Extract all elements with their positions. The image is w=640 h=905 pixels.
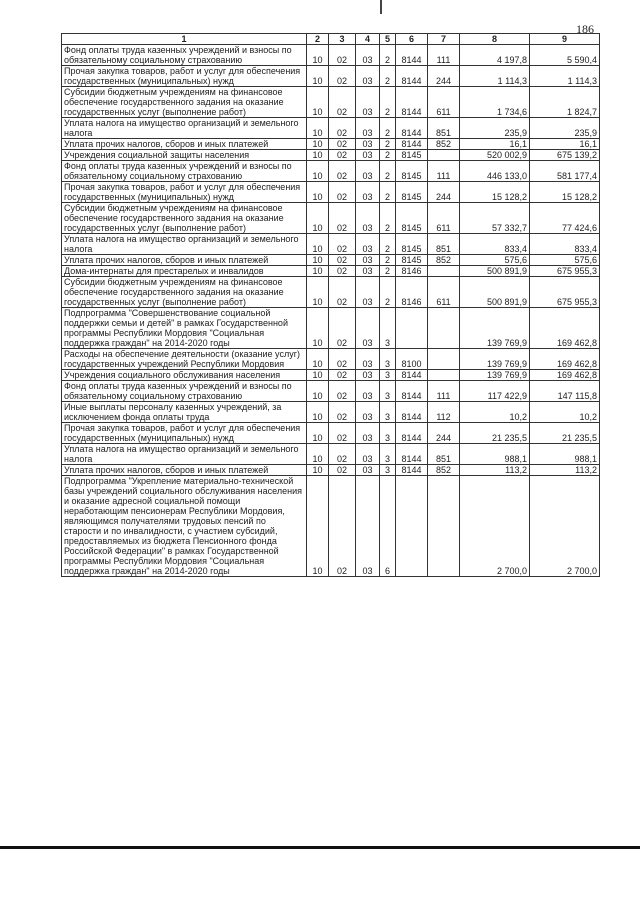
subsection-cell: 02	[329, 308, 356, 349]
amount-year1-cell: 575,6	[460, 255, 530, 266]
amount-year1-cell: 57 332,7	[460, 203, 530, 234]
expense-type-cell: 611	[428, 277, 460, 308]
table-row	[62, 277, 600, 308]
amount-year2-cell: 10,2	[530, 402, 600, 423]
program-cell: 03	[356, 118, 380, 139]
subsection-cell: 02	[329, 255, 356, 266]
expense-type-cell	[428, 349, 460, 370]
amount-year1-cell: 500 891,9	[460, 266, 530, 277]
amount-year1-cell: 139 769,9	[460, 308, 530, 349]
table-row	[62, 182, 600, 203]
subprogram-cell: 2	[380, 150, 396, 161]
section-cell: 10	[307, 161, 329, 182]
table-row	[62, 161, 600, 182]
subsection-cell: 02	[329, 203, 356, 234]
program-cell: 03	[356, 203, 380, 234]
section-cell: 10	[307, 444, 329, 465]
amount-year2-cell: 2 700,0	[530, 476, 600, 577]
expense-type-cell: 111	[428, 381, 460, 402]
program-cell: 03	[356, 266, 380, 277]
target-code-cell: 8144	[396, 444, 428, 465]
amount-year1-cell: 833,4	[460, 234, 530, 255]
expense-type-cell: 852	[428, 139, 460, 150]
subprogram-cell: 2	[380, 182, 396, 203]
amount-year2-cell: 15 128,2	[530, 182, 600, 203]
column-header: 8	[460, 34, 530, 45]
row-name-cell: Иные выплаты персоналу казенных учреждений, за исключением фонда оплаты труда	[62, 402, 307, 423]
bottom-rule	[0, 846, 640, 849]
table-row	[62, 139, 600, 150]
subprogram-cell: 2	[380, 118, 396, 139]
subsection-cell: 02	[329, 161, 356, 182]
amount-year1-cell: 139 769,9	[460, 370, 530, 381]
row-name-cell: Уплата налога на имущество организаций и земельного налога	[62, 118, 307, 139]
target-code-cell: 8145	[396, 161, 428, 182]
subprogram-cell: 2	[380, 45, 396, 66]
row-name-cell: Прочая закупка товаров, работ и услуг для обеспечения государственных (муниципальных) нужд	[62, 423, 307, 444]
table-row	[62, 349, 600, 370]
target-code-cell: 8144	[396, 66, 428, 87]
target-code-cell: 8144	[396, 465, 428, 476]
program-cell: 03	[356, 349, 380, 370]
expense-type-cell: 611	[428, 203, 460, 234]
amount-year1-cell: 21 235,5	[460, 423, 530, 444]
target-code-cell: 8144	[396, 370, 428, 381]
amount-year1-cell: 2 700,0	[460, 476, 530, 577]
program-cell: 03	[356, 255, 380, 266]
table-row	[62, 66, 600, 87]
expense-type-cell: 851	[428, 118, 460, 139]
row-name-cell: Субсидии бюджетным учреждениям на финансовое обеспечение государственного задания на оказание государственных услуг (выполнение работ)	[62, 277, 307, 308]
subsection-cell: 02	[329, 277, 356, 308]
amount-year2-cell: 235,9	[530, 118, 600, 139]
target-code-cell: 8144	[396, 381, 428, 402]
subsection-cell: 02	[329, 66, 356, 87]
subsection-cell: 02	[329, 87, 356, 118]
section-cell: 10	[307, 465, 329, 476]
column-header: 9	[530, 34, 600, 45]
table-row	[62, 234, 600, 255]
section-cell: 10	[307, 234, 329, 255]
target-code-cell: 8146	[396, 277, 428, 308]
section-cell: 10	[307, 139, 329, 150]
subsection-cell: 02	[329, 402, 356, 423]
column-header: 3	[329, 34, 356, 45]
table-header-row	[62, 34, 600, 45]
row-name-cell: Уплата налога на имущество организаций и земельного налога	[62, 444, 307, 465]
program-cell: 03	[356, 277, 380, 308]
amount-year1-cell: 4 197,8	[460, 45, 530, 66]
section-cell: 10	[307, 118, 329, 139]
row-name-cell: Фонд оплаты труда казенных учреждений и взносы по обязательному социальному страхованию	[62, 381, 307, 402]
amount-year1-cell: 113,2	[460, 465, 530, 476]
table-row	[62, 255, 600, 266]
target-code-cell	[396, 476, 428, 577]
expense-type-cell: 852	[428, 255, 460, 266]
subprogram-cell: 3	[380, 402, 396, 423]
section-cell: 10	[307, 150, 329, 161]
section-cell: 10	[307, 402, 329, 423]
section-cell: 10	[307, 381, 329, 402]
target-code-cell: 8144	[396, 139, 428, 150]
expense-type-cell: 244	[428, 66, 460, 87]
amount-year1-cell: 446 133,0	[460, 161, 530, 182]
subprogram-cell: 2	[380, 234, 396, 255]
table-row	[62, 45, 600, 66]
amount-year1-cell: 15 128,2	[460, 182, 530, 203]
row-name-cell: Прочая закупка товаров, работ и услуг для обеспечения государственных (муниципальных) нужд	[62, 182, 307, 203]
subprogram-cell: 3	[380, 370, 396, 381]
subsection-cell: 02	[329, 423, 356, 444]
row-name-cell: Подпрограмма "Укрепление материально-технической базы учреждений социального обслуживания населения и оказание адресной социальной помощи неработающим пенсионерам Республики Мордовия, являющимся получателями трудовых пенсий по старости и по инвалидности, с участием субсидий, предоставляемых из бюджета Пенсионного фонда Российской Федерации" в рамках Государственной программы Республики Мордовия "Социальная поддержка граждан" на 2014-2020 годы	[62, 476, 307, 577]
expense-type-cell	[428, 150, 460, 161]
amount-year2-cell: 21 235,5	[530, 423, 600, 444]
program-cell: 03	[356, 150, 380, 161]
program-cell: 03	[356, 308, 380, 349]
program-cell: 03	[356, 465, 380, 476]
subsection-cell: 02	[329, 266, 356, 277]
subsection-cell: 02	[329, 444, 356, 465]
subprogram-cell: 6	[380, 476, 396, 577]
amount-year2-cell: 113,2	[530, 465, 600, 476]
row-name-cell: Фонд оплаты труда казенных учреждений и взносы по обязательному социальному страхованию	[62, 161, 307, 182]
table-row	[62, 203, 600, 234]
amount-year1-cell: 520 002,9	[460, 150, 530, 161]
table-row	[62, 87, 600, 118]
amount-year2-cell: 5 590,4	[530, 45, 600, 66]
amount-year2-cell: 581 177,4	[530, 161, 600, 182]
subprogram-cell: 2	[380, 203, 396, 234]
table-row	[62, 266, 600, 277]
expense-type-cell	[428, 476, 460, 577]
row-name-cell: Субсидии бюджетным учреждениям на финансовое обеспечение государственного задания на оказание государственных услуг (выполнение работ)	[62, 203, 307, 234]
subsection-cell: 02	[329, 182, 356, 203]
subprogram-cell: 2	[380, 277, 396, 308]
expense-type-cell: 244	[428, 182, 460, 203]
amount-year2-cell: 169 462,8	[530, 370, 600, 381]
subprogram-cell: 2	[380, 87, 396, 118]
amount-year2-cell: 169 462,8	[530, 349, 600, 370]
amount-year2-cell: 1 114,3	[530, 66, 600, 87]
subsection-cell: 02	[329, 45, 356, 66]
amount-year1-cell: 1 114,3	[460, 66, 530, 87]
subprogram-cell: 3	[380, 381, 396, 402]
column-header: 5	[380, 34, 396, 45]
row-name-cell: Уплата прочих налогов, сборов и иных платежей	[62, 255, 307, 266]
expense-type-cell: 111	[428, 161, 460, 182]
section-cell: 10	[307, 182, 329, 203]
program-cell: 03	[356, 182, 380, 203]
row-name-cell: Уплата прочих налогов, сборов и иных платежей	[62, 465, 307, 476]
amount-year1-cell: 1 734,6	[460, 87, 530, 118]
expense-type-cell: 111	[428, 45, 460, 66]
section-cell: 10	[307, 349, 329, 370]
target-code-cell: 8144	[396, 402, 428, 423]
row-name-cell: Подпрограмма "Совершенствование социальной поддержки семьи и детей" в рамках Государственной программы Республики Мордовия "Социальная поддержка граждан" на 2014-2020 годы	[62, 308, 307, 349]
section-cell: 10	[307, 266, 329, 277]
amount-year1-cell: 117 422,9	[460, 381, 530, 402]
target-code-cell: 8100	[396, 349, 428, 370]
amount-year2-cell: 575,6	[530, 255, 600, 266]
table-row	[62, 150, 600, 161]
amount-year2-cell: 16,1	[530, 139, 600, 150]
expense-type-cell	[428, 370, 460, 381]
row-name-cell: Фонд оплаты труда казенных учреждений и взносы по обязательному социальному страхованию	[62, 45, 307, 66]
section-cell: 10	[307, 370, 329, 381]
section-cell: 10	[307, 203, 329, 234]
subsection-cell: 02	[329, 118, 356, 139]
target-code-cell: 8145	[396, 255, 428, 266]
subsection-cell: 02	[329, 349, 356, 370]
row-name-cell: Субсидии бюджетным учреждениям на финансовое обеспечение государственного задания на оказание государственных услуг (выполнение работ)	[62, 87, 307, 118]
subprogram-cell: 3	[380, 444, 396, 465]
table-row	[62, 370, 600, 381]
amount-year2-cell: 169 462,8	[530, 308, 600, 349]
amount-year1-cell: 10,2	[460, 402, 530, 423]
program-cell: 03	[356, 87, 380, 118]
target-code-cell: 8144	[396, 118, 428, 139]
row-name-cell: Учреждения социального обслуживания населения	[62, 370, 307, 381]
amount-year1-cell: 235,9	[460, 118, 530, 139]
subsection-cell: 02	[329, 381, 356, 402]
target-code-cell: 8144	[396, 45, 428, 66]
program-cell: 03	[356, 381, 380, 402]
row-name-cell: Уплата налога на имущество организаций и земельного налога	[62, 234, 307, 255]
section-cell: 10	[307, 255, 329, 266]
program-cell: 03	[356, 444, 380, 465]
amount-year2-cell: 1 824,7	[530, 87, 600, 118]
subsection-cell: 02	[329, 476, 356, 577]
table-row	[62, 476, 600, 577]
program-cell: 03	[356, 139, 380, 150]
subprogram-cell: 2	[380, 139, 396, 150]
expense-type-cell: 851	[428, 234, 460, 255]
subsection-cell: 02	[329, 234, 356, 255]
amount-year2-cell: 833,4	[530, 234, 600, 255]
page-number: 186	[576, 22, 594, 36]
table-row	[62, 402, 600, 423]
program-cell: 03	[356, 476, 380, 577]
section-cell: 10	[307, 66, 329, 87]
subprogram-cell: 2	[380, 66, 396, 87]
subprogram-cell: 2	[380, 161, 396, 182]
amount-year2-cell: 147 115,8	[530, 381, 600, 402]
table-row	[62, 381, 600, 402]
expense-type-cell: 611	[428, 87, 460, 118]
expense-type-cell: 112	[428, 402, 460, 423]
target-code-cell: 8146	[396, 266, 428, 277]
subprogram-cell: 3	[380, 349, 396, 370]
section-cell: 10	[307, 277, 329, 308]
expense-type-cell	[428, 308, 460, 349]
expense-type-cell: 851	[428, 444, 460, 465]
subprogram-cell: 3	[380, 308, 396, 349]
section-cell: 10	[307, 476, 329, 577]
amount-year2-cell: 77 424,6	[530, 203, 600, 234]
subsection-cell: 02	[329, 139, 356, 150]
table-row	[62, 465, 600, 476]
column-header: 4	[356, 34, 380, 45]
subprogram-cell: 2	[380, 255, 396, 266]
row-name-cell: Дома-интернаты для престарелых и инвалидов	[62, 266, 307, 277]
column-header: 1	[62, 34, 307, 45]
amount-year2-cell: 675 955,3	[530, 266, 600, 277]
target-code-cell: 8144	[396, 87, 428, 118]
scan-mark	[376, 0, 386, 16]
table-row	[62, 444, 600, 465]
row-name-cell: Прочая закупка товаров, работ и услуг для обеспечения государственных (муниципальных) нужд	[62, 66, 307, 87]
table-row	[62, 423, 600, 444]
target-code-cell: 8144	[396, 423, 428, 444]
expense-type-cell: 852	[428, 465, 460, 476]
table-row	[62, 308, 600, 349]
column-header: 6	[396, 34, 428, 45]
section-cell: 10	[307, 308, 329, 349]
program-cell: 03	[356, 45, 380, 66]
target-code-cell: 8145	[396, 234, 428, 255]
column-header: 2	[307, 34, 329, 45]
subsection-cell: 02	[329, 465, 356, 476]
program-cell: 03	[356, 234, 380, 255]
program-cell: 03	[356, 423, 380, 444]
subprogram-cell: 2	[380, 266, 396, 277]
target-code-cell: 8145	[396, 150, 428, 161]
amount-year2-cell: 988,1	[530, 444, 600, 465]
subprogram-cell: 3	[380, 465, 396, 476]
amount-year1-cell: 139 769,9	[460, 349, 530, 370]
program-cell: 03	[356, 66, 380, 87]
subsection-cell: 02	[329, 370, 356, 381]
amount-year2-cell: 675 139,2	[530, 150, 600, 161]
amount-year1-cell: 988,1	[460, 444, 530, 465]
row-name-cell: Расходы на обеспечение деятельности (оказание услуг) государственных учреждений Республики Мордовия	[62, 349, 307, 370]
target-code-cell	[396, 308, 428, 349]
row-name-cell: Учреждения социальной защиты населения	[62, 150, 307, 161]
row-name-cell: Уплата прочих налогов, сборов и иных платежей	[62, 139, 307, 150]
program-cell: 03	[356, 370, 380, 381]
subprogram-cell: 3	[380, 423, 396, 444]
budget-table	[61, 33, 600, 577]
expense-type-cell: 244	[428, 423, 460, 444]
amount-year1-cell: 500 891,9	[460, 277, 530, 308]
table-row	[62, 118, 600, 139]
section-cell: 10	[307, 45, 329, 66]
amount-year2-cell: 675 955,3	[530, 277, 600, 308]
amount-year1-cell: 16,1	[460, 139, 530, 150]
target-code-cell: 8145	[396, 182, 428, 203]
expense-type-cell	[428, 266, 460, 277]
program-cell: 03	[356, 402, 380, 423]
column-header: 7	[428, 34, 460, 45]
subsection-cell: 02	[329, 150, 356, 161]
section-cell: 10	[307, 423, 329, 444]
target-code-cell: 8145	[396, 203, 428, 234]
section-cell: 10	[307, 87, 329, 118]
program-cell: 03	[356, 161, 380, 182]
